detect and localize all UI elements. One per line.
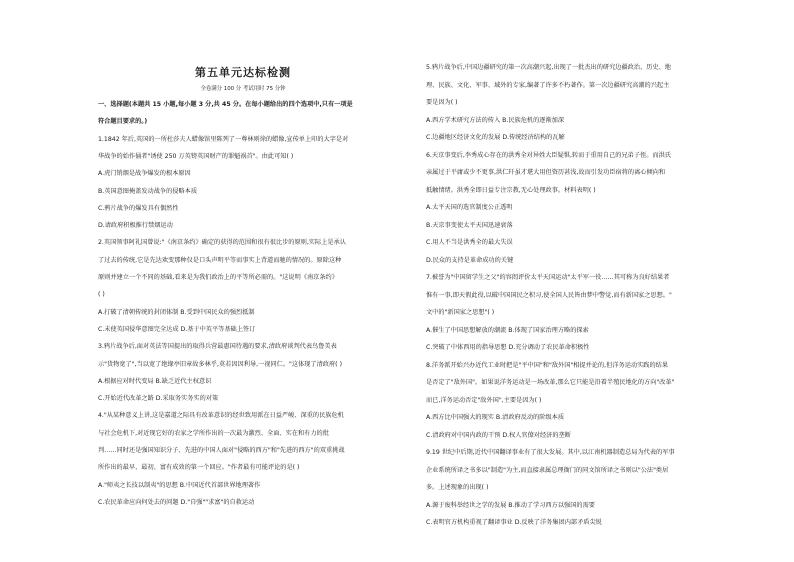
- page-title: 第五单元达标检测: [195, 66, 291, 79]
- left-text-line: 原则并建立一个不同的基础,看来是为我们政治上的平等所必需的。"这说明《南京条约》: [98, 274, 338, 281]
- right-text-line: A.太平天国的选官制度公正透明: [426, 204, 513, 211]
- left-text-line: 符合题目要求的。): [98, 118, 148, 126]
- right-text-line: 惟有一事,即天假此役,以破中国国民之积习,使全国人民皆由梦中警觉,而有新国家之思想。": [426, 291, 672, 299]
- left-text-line: 1.1842 年后,英国的一所杜莎夫人蜡像馆里陈列了一尊林则徐的蜡像,宣传单上印的大字是对: [98, 135, 349, 143]
- left-text-line: ( ): [98, 291, 105, 299]
- left-text-line: C.未使英国侵华意图完全达成 D.基于中英平等基础上签订: [98, 325, 256, 333]
- left-text-line: A.打破了清朝传统的封闭体制 B.受到中国民众的强烈抵制: [98, 308, 255, 316]
- right-text-line: 9.19 世纪中后期,近代中国翻译事业有了很大发展。其中,以江南机器制造总局为代表的军事: [426, 449, 675, 456]
- left-text-line: C.开始近代改革之路 D.采取务实务实的对策: [98, 395, 219, 403]
- left-text-line: C.鸦片战争的爆发具有偶然性: [98, 204, 179, 212]
- left-text-line: A."师夷之长技以制夷"的思想 B.中国近代首部世界地理著作: [98, 481, 261, 489]
- left-text-line: 示"货物宽了",当以宽了绝缘亭旧章故多林乎,莫若因因利导,一视同仁。"这体现了清政府( ): [98, 360, 342, 368]
- right-text-line: C.表明官方机构重视了翻译事业 D.反映了洋务集团内部矛盾尖锐: [426, 519, 602, 526]
- right-text-line: 文中的"新国家之思想"( ): [426, 309, 495, 316]
- right-text-line: C.突破了中体西用的指导思想 D.充分调动了农民革命积极性: [426, 344, 590, 351]
- right-text-line: C.清政府对中国内政的干预 D.权人官僚对经济的垄断: [426, 431, 571, 439]
- right-text-line: B.天京事变使太平天国迅速衰落: [426, 221, 513, 229]
- left-text-line: 判……同时还是强国知识分子、先进的中国人面对"侵略的西方"和"先进的西方"的双重挑战: [98, 447, 345, 454]
- right-text-line: A.西方学术研究方法的传入 B.民族危机的逐渐加深: [426, 116, 565, 124]
- exam-info: 全卷满分 100 分 考试用时 75 分钟: [200, 86, 286, 92]
- left-text-line: 华战争的始作俑者"诱使 250 万英镑英国财产的罪魁祸首"。由此可知( ): [98, 152, 294, 160]
- right-text-line: 5.鸦片战争后,中国边疆研究的第一次高潮兴起,出现了一批杰出的研究边疆政治、历史、地: [426, 64, 671, 71]
- left-text-line: C.农民革命应向何处去的问题 D."自强""求富"的自救运动: [98, 498, 255, 506]
- left-text-line: A.虎门销烟是战争爆发的根本原因: [98, 170, 191, 178]
- right-text-line: 要是因为( ): [426, 99, 458, 106]
- right-text-line: 抵触情绪。洪秀全即日益专注宗教,无心处理政事。材料表明( ): [426, 186, 596, 194]
- left-text-line: A.根据应对时代变局 B.缺乏近代主权意识: [98, 377, 212, 385]
- left-text-line: 一、选择题(本题共 15 小题,每小题 3 分,共 45 分。在每小题给出的四个选项中,只有一项是: [98, 101, 353, 108]
- left-text-line: D.请政府积极推行禁烟运动: [98, 222, 173, 230]
- left-text-line: B.英国意图掩盖发动战争的侵略本质: [98, 187, 198, 195]
- left-text-line: 2.英国领事阿礼国曾说:"《南京条约》确定的获得的范围和很有很比步的原则,实际上是承认: [98, 239, 346, 247]
- right-text-line: 理、民族、文化、军事、域外的专家,编著了许多不朽著作。第一次边疆研究高潮的兴起主: [426, 81, 670, 89]
- right-text-line: D.民众的支持是革命成功的关键: [426, 256, 514, 264]
- left-text-line: 3.鸦片战争后,面对英法等国提出的取得兵营最惠国待遇的要求,清政府谈判代表鸟鲁美表: [98, 343, 337, 351]
- right-text-line: 6.天京事变后,李秀成心存在的洪秀全对异姓大臣疑惧,转而于重用自己的兄弟子侄。而洪氏: [426, 151, 671, 159]
- right-text-line: 7.被誉为"中国留学生之父"的容闳评价太平天国运动"太平军一役……其可称为良好结果者: [426, 274, 670, 281]
- right-text-line: A.催生了中国思想解放的潮流 B.体现了国家治理方略的探索: [426, 326, 589, 334]
- right-text-line: C.用人不当是洪秀全的最大失误: [426, 239, 513, 246]
- right-text-line: 而已,洋务运动否定"敌外国",主要是因为( ): [426, 396, 542, 404]
- right-text-line: 8.洋务派开始兴办近代工业时把是"平中国"和"敌外国"相提并论的,但洋务运动实践的结果: [426, 361, 669, 369]
- left-text-line: 所作出的最早、最初、富有成效的第一个回应。"作者最有可能评论的是( ): [98, 464, 300, 472]
- left-text-line: 了过去的传统,它是先达欢变那种仅是口头声明平等而事实上背道而驰的情况的。原除这种: [98, 256, 342, 264]
- right-text-line: A.西方比中国强大的现实 B.清政府反动的阶级本质: [426, 414, 565, 421]
- right-text-line: C.边疆地区经济文化的发展 D.传统经济结构的瓦解: [426, 134, 565, 141]
- right-text-line: A.源于废科举经世之学的发展 B.推动了学习西方以强国的需要: [426, 501, 595, 509]
- right-text-line: 企业系统所译之书多以"制造"为主,而直接隶属总理衙门的同文馆所译之书则以"公法"类居: [426, 466, 669, 474]
- right-text-line: 多。上述现象的出现( ): [426, 484, 489, 491]
- right-text-line: 是否定了"敌外国"。如果说洋务运动是一场改革,那么它只能是沿着半殖民地化的方向"改革": [426, 379, 675, 386]
- left-text-line: 4."从某种意义上讲,这是嘉道之际具有改革意识的经世致用派在日益严峻、深重的民族危机: [98, 412, 344, 420]
- right-text-line: 亲属过于平庸或少不更事,洪仁玕虽才堪大用但资历甚浅,故而引发功臣宿将的离心倾向和: [426, 169, 666, 176]
- left-text-line: 与社会危机下,对近现它好的农家之学所作出的一次最为激烈、全面、实在和有力的批: [98, 429, 329, 437]
